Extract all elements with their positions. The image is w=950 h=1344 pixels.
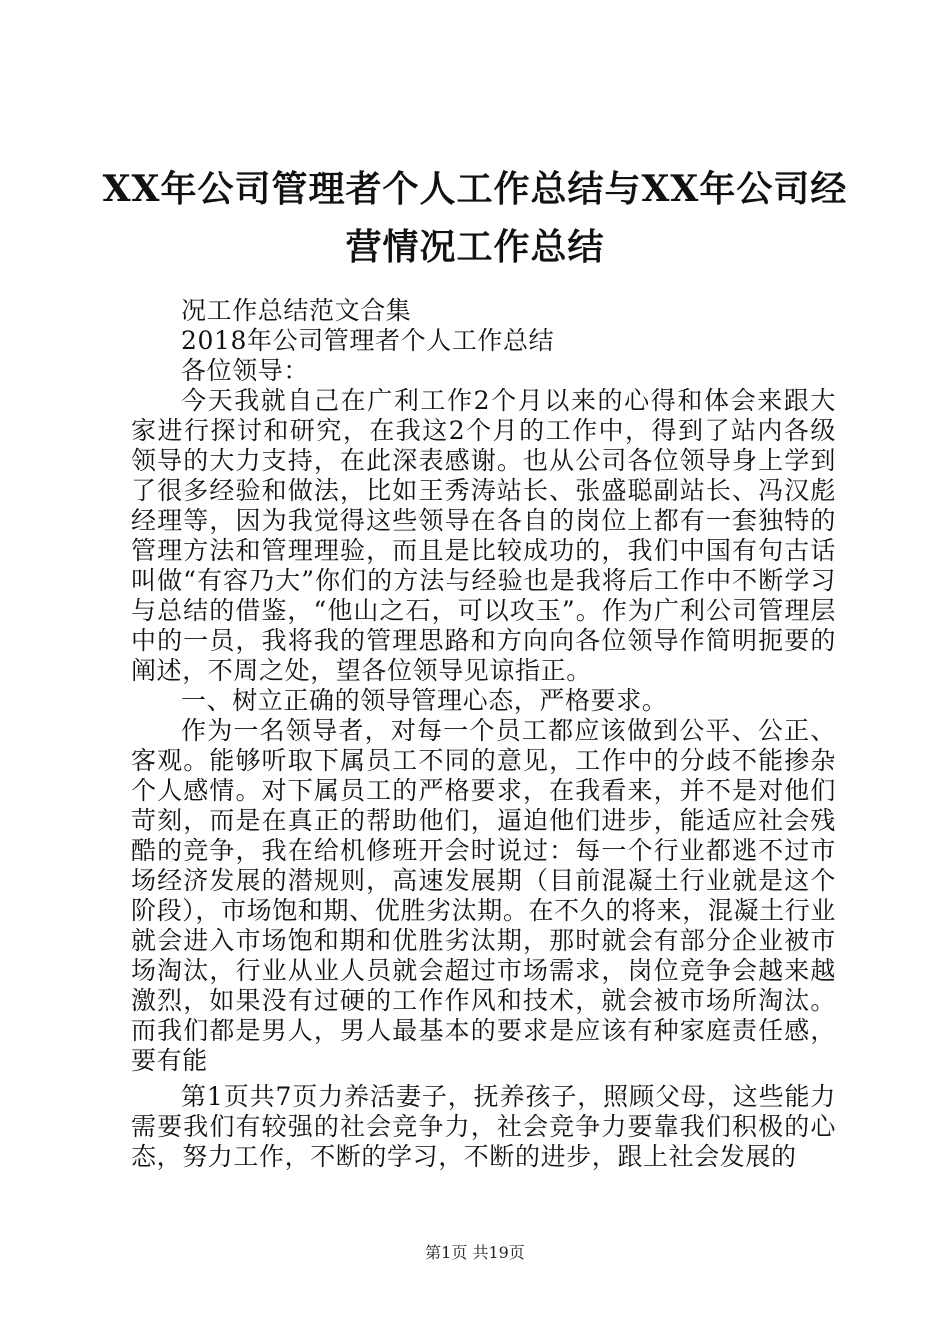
paragraph: 各位领导： (181, 356, 310, 385)
paragraph: 况工作总结范文合集 (181, 296, 412, 325)
document-body (131, 296, 836, 1172)
page-footer: 第1页 共19页 (425, 1243, 525, 1262)
paragraph: 2018年公司管理者个人工作总结 (181, 326, 555, 355)
paragraph: 一、树立正确的领导管理心态，严格要求。 (181, 686, 668, 715)
paragraph: 今天我就自己在广利工作2个月以来的心得和体会来跟大家进行探讨和研究，在我这2个月的工作中，得到了站内各级领导的大力支持，在此深表感谢。也从公司各位领导身上学到了很多经验和做法，比如王秀涛站长、张盛聪副站长、冯汉彪经理等，因为我觉得这些领导在各自的岗位上都有一套独特的管理方法和管理理验，而且是比较成功的，我们中国有句古话叫做“有容乃大”你们的方法与经验也是我将后工作中不断学习与总结的借鉴，“他山之石，可以攻玉”。作为广利公司管理层中的一员，我将我的管理思路和方向向各位领导作简明扼要的阐述，不周之处，望各位领导见谅指正。 (131, 386, 836, 685)
paragraph: 作为一名领导者，对每一个员工都应该做到公平、公正、客观。能够听取下属员工不同的意见，工作中的分歧不能掺杂个人感情。对下属员工的严格要求，在我看来，并不是对他们苛刻，而是在真正的帮助他们，逼迫他们进步，能适应社会残酷的竞争，我在给机修班开会时说过：每一个行业都逃不过市场经济发展的潜规则，高速发展期（目前混凝土行业就是这个阶段），市场饱和期、优胜劣汰期。在不久的将来，混凝土行业就会进入市场饱和期和优胜劣汰期，那时就会有部分企业被市场淘汰，行业从业人员就会超过市场需求，岗位竞争会越来越激烈，如果没有过硬的工作作风和技术，就会被市场所淘汰。而我们都是男人，男人最基本的要求是应该有种家庭责任感，要有能 (131, 716, 836, 1075)
document-title: XX年公司管理者个人工作总结与XX年公司经营情况工作总结 (102, 168, 848, 268)
paragraph: 第1页共7页力养活妻子，抚养孩子，照顾父母，这些能力需要我们有较强的社会竞争力，社会竞争力要靠我们积极的心态，努力工作，不断的学习，不断的进步，跟上社会发展的 (131, 1082, 836, 1171)
